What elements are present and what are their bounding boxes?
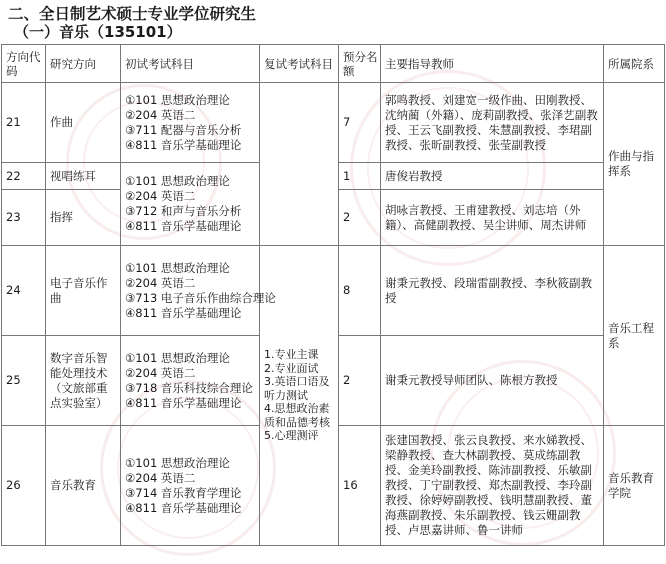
section-heading: 二、全日制艺术硕士专业学位研究生 [8, 5, 257, 23]
row-quota: 8 [339, 246, 381, 336]
row-quota: 2 [339, 190, 381, 246]
row-quota: 7 [339, 83, 381, 163]
header-direction: 研究方向 [46, 45, 121, 83]
college-conducting: 作曲与指挥系 [604, 83, 665, 246]
row-quota: 16 [339, 426, 381, 546]
row-quota: 1 [339, 163, 381, 190]
row-code: 21 [2, 83, 46, 163]
subject-item: ④811 音乐学基础理论 [125, 137, 242, 152]
subject-item: ④811 音乐学基础理论 [125, 500, 242, 515]
table-row [2, 83, 665, 163]
row-teachers: 郭鸣教授、刘建宽一级作曲、田刚教授、沈纳蔺（外籍）、庞莉副教授、张泽艺副教授、王云飞副教授、朱慧副教授、李珺副教授、张昕副教授、张莹副教授 [381, 83, 604, 163]
row-teachers: 谢秉元教授导师团队、陈根方教授 [381, 336, 604, 426]
subject-item: ①101 思想政治理论 [125, 92, 230, 107]
row-teachers: 唐俊岩教授 [381, 163, 604, 190]
subject-item: ②204 英语二 [125, 189, 196, 203]
retest-item: 1.专业主课 [264, 348, 319, 362]
subject-item: ④811 音乐学基础理论 [125, 395, 242, 410]
row-teachers: 胡咏言教授、王甫建教授、刘志培（外籍）、高健副教授、吴尘讲师、周杰讲师 [381, 190, 604, 246]
row-subjects [121, 246, 276, 336]
subject-item: ③718 音乐科技综合理论 [125, 380, 253, 395]
subject-item: ③712 和声与音乐分析 [125, 204, 242, 218]
subject-item: ③711 配器与音乐分析 [125, 122, 242, 137]
row-subjects [121, 426, 260, 546]
college-education: 音乐教育学院 [604, 426, 665, 546]
subject-item: ②204 英语二 [125, 107, 196, 122]
row-direction: 作曲 [46, 83, 121, 163]
subject-item: ③713 电子音乐作曲综合理论 [125, 290, 276, 305]
header-retest: 复试考试科目 [260, 45, 339, 83]
table-row [2, 246, 665, 336]
admissions-table [1, 44, 665, 546]
row-code: 26 [2, 426, 46, 546]
row-code: 23 [2, 190, 46, 246]
retest-item: 4.思想政治素质和品德考核 [264, 402, 330, 429]
header-teachers: 主要指导教师 [381, 45, 604, 83]
subject-item: ②204 英语二 [125, 365, 196, 380]
row-code: 22 [2, 163, 46, 190]
subject-item: ①101 思想政治理论 [125, 455, 230, 470]
subject-item: ②204 英语二 [125, 470, 196, 485]
row-subjects [121, 83, 260, 163]
row-quota: 2 [339, 336, 381, 426]
row-direction: 数字音乐智能处理技术（文旅部重点实验室） [46, 336, 121, 426]
retest-item: 2.专业面试 [264, 361, 319, 375]
table-header-row [2, 45, 665, 83]
subject-item: ②204 英语二 [125, 275, 196, 290]
row-direction: 音乐教育 [46, 426, 121, 546]
subject-item: ④811 音乐学基础理论 [125, 305, 242, 320]
row-direction: 视唱练耳 [46, 163, 121, 190]
header-subjects: 初试考试科目 [121, 45, 260, 83]
college-engineering: 音乐工程系 [604, 246, 665, 426]
header-quota: 预分名额 [339, 45, 381, 83]
subject-item: ①101 思想政治理论 [125, 174, 230, 188]
subject-item: ④811 音乐学基础理论 [125, 219, 242, 233]
row-direction: 指挥 [46, 190, 121, 246]
header-college: 所属院系 [604, 45, 665, 83]
subject-item: ①101 思想政治理论 [125, 260, 230, 275]
row-subjects [121, 163, 260, 246]
subsection-heading: （一）音乐（135101） [14, 23, 182, 41]
row-direction: 电子音乐作曲 [46, 246, 121, 336]
subject-item: ③714 音乐教育学理论 [125, 485, 242, 500]
row-subjects [121, 336, 260, 426]
retest-item: 3.英语口语及听力测试 [264, 375, 330, 402]
row-code: 25 [2, 336, 46, 426]
subject-item: ①101 思想政治理论 [125, 350, 230, 365]
retest-item: 5.心理测评 [264, 429, 319, 443]
header-code: 方向代码 [2, 45, 46, 83]
row-code: 24 [2, 246, 46, 336]
row-teachers: 谢秉元教授、段瑞雷副教授、李秋筱副教授 [381, 246, 604, 336]
row-teachers: 张建国教授、张云良教授、来水娣教授、梁静教授、查大林副教授、莫成练副教授、金美玲副教授、陈沛副教授、乐敏副教授、丁宁副教授、郑杰副教授、李玲副教授、徐婷婷副教授、钱明慧副教授、董海燕副教授、朱乐副教授、钱云姗副教授、卢思嘉讲师、鲁一讲师 [381, 426, 604, 546]
retest-blank-cell [260, 83, 339, 246]
